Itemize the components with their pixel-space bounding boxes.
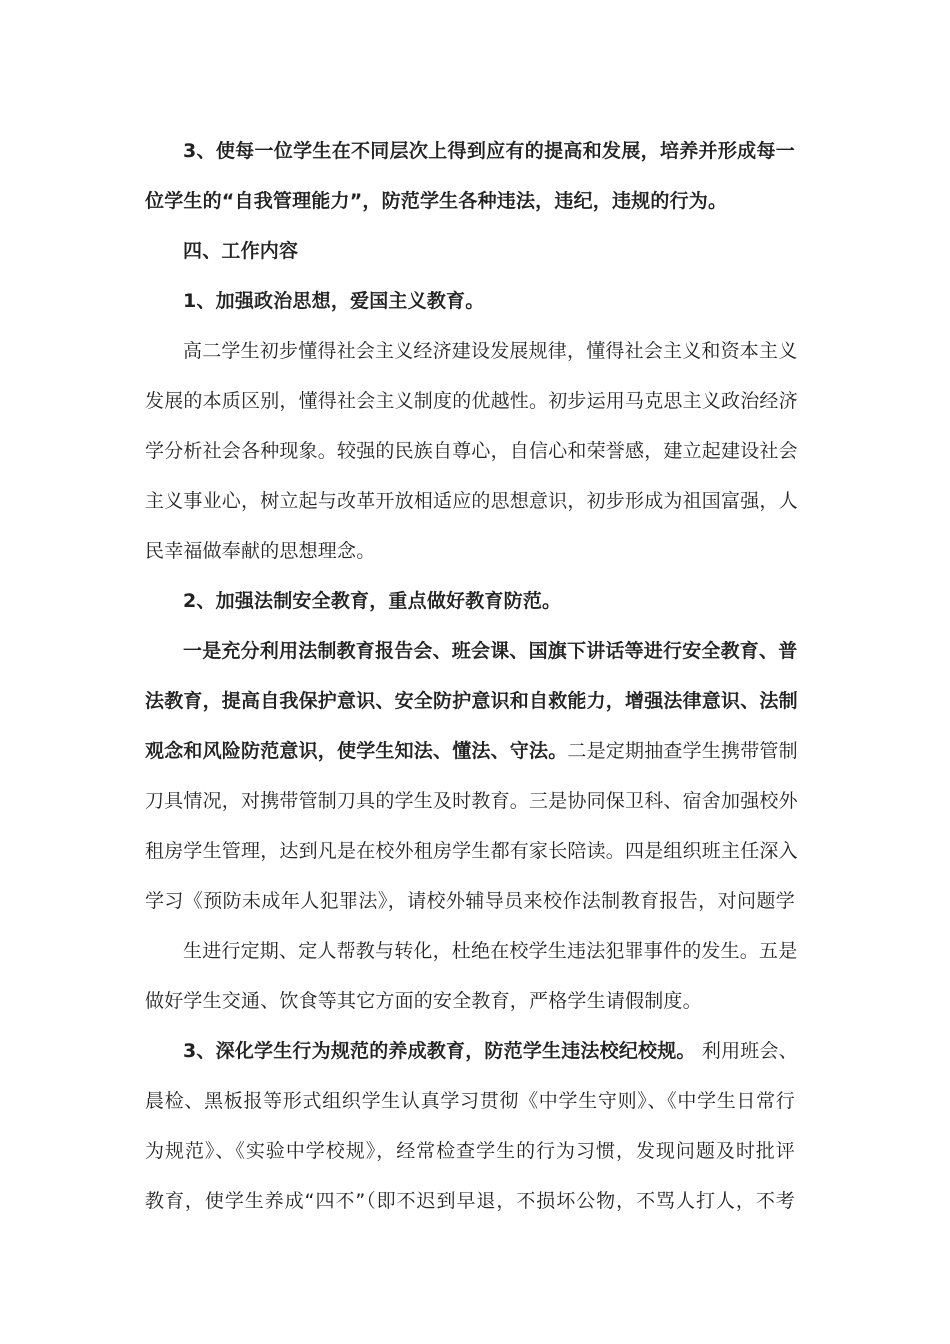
- paragraph-line: 生进行定期、定人帮教与转化，杜绝在校学生违法犯罪事件的发生。五是: [183, 940, 798, 962]
- paragraph-line: 教育，使学生养成“四不”（即不迟到早退，不损坏公物，不骂人打人，不考: [145, 1190, 795, 1212]
- paragraph-line: 做好学生交通、饮食等其它方面的安全教育，严格学生请假制度。: [145, 990, 702, 1012]
- paragraph-line: 主义事业心，树立起与改革开放相适应的思想意识，初步形成为祖国富强，人: [145, 490, 798, 512]
- bold-text: 3、深化学生行为规范的养成教育，防范学生违法校纪校规。: [183, 1040, 696, 1062]
- paragraph-line: 租房学生管理，达到凡是在校外租房学生都有家长陪读。四是组织班主任深入: [145, 840, 798, 862]
- paragraph-line: 一是充分利用法制教育报告会、班会课、国旗下讲话等进行安全教育、普: [183, 640, 798, 662]
- paragraph-line: [183, 1038, 798, 1064]
- paragraph-line: [145, 738, 798, 764]
- subsection-heading: 2、加强法制安全教育，重点做好教育防范。: [183, 590, 562, 612]
- paragraph-line: 晨检、黑板报等形式组织学生认真学习贯彻《中学生守则》、《中学生日常行: [145, 1090, 795, 1112]
- subsection-heading: 1、加强政治思想，爱国主义教育。: [183, 290, 485, 312]
- paragraph-line: 3、使每一位学生在不同层次上得到应有的提高和发展，培养并形成每一: [183, 140, 795, 162]
- paragraph-line: 学习《预防未成年人犯罪法》，请校外辅导员来校作法制教育报告，对问题学: [145, 890, 795, 912]
- paragraph-line: 为规范》、《实验中学校规》，经常检查学生的行为习惯，发现问题及时批评: [145, 1140, 795, 1162]
- section-heading: 四、工作内容: [183, 240, 299, 262]
- paragraph-line: 发展的本质区别，懂得社会主义制度的优越性。初步运用马克思主义政治经济: [145, 390, 798, 412]
- paragraph-line: 学分析社会各种现象。较强的民族自尊心，自信心和荣誉感，建立起建设社会: [145, 440, 798, 462]
- paragraph-line: 刀具情况，对携带管制刀具的学生及时教育。三是协同保卫科、宿舍加强校外: [145, 790, 798, 812]
- paragraph-line: 民幸福做奉献的思想理念。: [145, 540, 376, 562]
- regular-text: 利用班会、: [695, 1040, 798, 1062]
- paragraph-line: 高二学生初步懂得社会主义经济建设发展规律，懂得社会主义和资本主义: [183, 340, 798, 362]
- bold-text: 观念和风险防范意识，使学生知法、懂法、守法。: [145, 740, 568, 762]
- paragraph-line: 法教育，提高自我保护意识、安全防护意识和自救能力，增强法律意识、法制: [145, 690, 798, 712]
- regular-text: 二是定期抽查学生携带管制: [567, 740, 798, 762]
- paragraph-line: 位学生的“自我管理能力”，防范学生各种违法，违纪，违规的行为。: [145, 190, 728, 212]
